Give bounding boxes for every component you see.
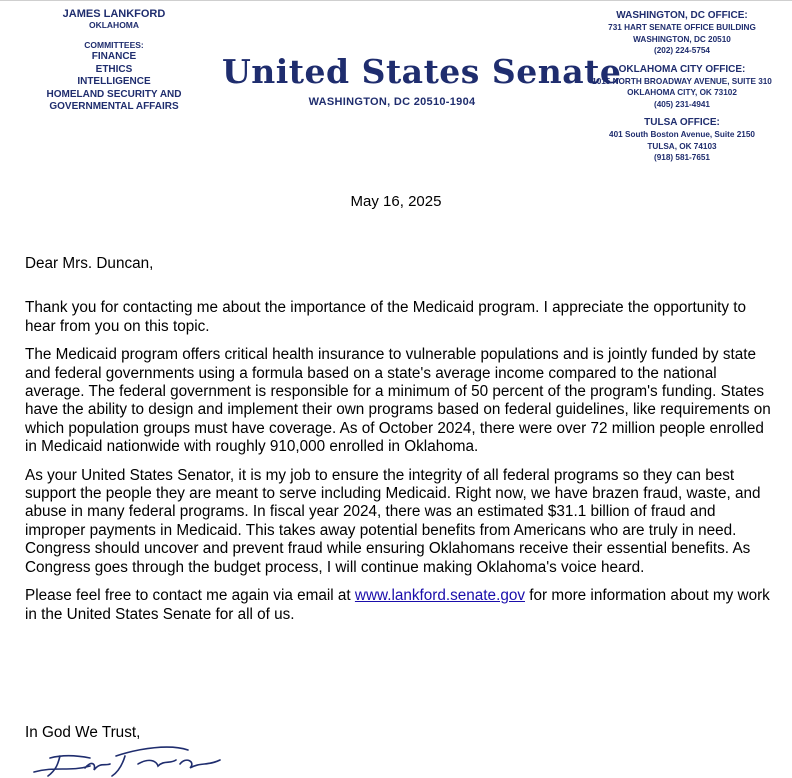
paragraph: The Medicaid program offers critical health insurance to vulnerable populations and is jointly funded by state and federal governments using a formula based on a state's average income compared to the national average. The federal government is responsible for a minimum of 50 percent of the program's funding. States have the ability to design and implement their own programs based on federal guidelines, like requirements on which population groups must have coverage. As of October 2024, there were over 72 million people enrolled in Medicaid nationwide with roughly 910,000 enrolled in Oklahoma.	[25, 346, 771, 456]
office-line: 731 HART SENATE OFFICE BUILDING	[608, 23, 756, 32]
letter-body	[25, 255, 775, 634]
senator-info-block	[22, 8, 206, 114]
office-heading: OKLAHOMA CITY OFFICE:	[618, 63, 746, 75]
office-line: (918) 581-7651	[654, 153, 710, 162]
salutation: Dear Mrs. Duncan,	[25, 255, 154, 272]
signature-image	[30, 742, 230, 778]
office-heading: WASHINGTON, DC OFFICE:	[616, 10, 748, 21]
letter-date: May 16, 2025	[350, 193, 442, 210]
committees-heading: COMMITTEES:	[84, 40, 144, 50]
office-heading: TULSA OFFICE:	[644, 117, 720, 128]
senator-state: OKLAHOMA	[88, 20, 140, 30]
committee-item: FINANCE	[91, 51, 137, 62]
office-oklahoma-city	[572, 64, 792, 111]
paragraph-text: for more information about my work in the United States Senate for all of us.	[25, 587, 770, 623]
letterhead-title: United States Senate	[222, 52, 622, 91]
top-rule	[0, 0, 792, 1]
paragraph-text: Please feel free to contact me again via email at	[25, 587, 355, 605]
offices-block	[572, 10, 792, 171]
senator-name: JAMES LANKFORD	[62, 8, 166, 20]
office-line: TULSA, OK 74103	[647, 141, 717, 151]
letterhead-address: WASHINGTON, DC 20510-1904	[308, 96, 476, 108]
committee-item: HOMELAND SECURITY AND	[46, 88, 182, 100]
closing: In God We Trust,	[25, 724, 141, 741]
office-washington	[572, 10, 792, 57]
committee-item: ETHICS	[95, 63, 133, 75]
office-tulsa	[572, 117, 792, 164]
office-line: OKLAHOMA CITY, OK 73102	[627, 88, 737, 97]
office-line: (405) 231-4941	[654, 99, 710, 109]
office-line: 401 South Boston Avenue, Suite 2150	[609, 130, 755, 139]
office-line: WASHINGTON, DC 20510	[633, 34, 731, 44]
senate-website-link[interactable]: www.lankford.senate.gov	[354, 587, 525, 605]
paragraph: As your United States Senator, it is my job to ensure the integrity of all federal programs so they can best support the people they are meant to serve including Medicaid. Right now, we have brazen fraud, waste, and abuse in many federal programs. In fiscal year 2024, there was an estimated $31.1 billion of fraud and improper payments in Medicaid. This takes away potential benefits from Americans who are truly in need. Congress should uncover and prevent fraud while ensuring Oklahomans receive their essential benefits. As Congress goes through the budget process, I will continue making Oklahoma's voice heard.	[25, 466, 761, 576]
committee-item: GOVERNMENTAL AFFAIRS	[49, 101, 179, 113]
office-line: (202) 224-5754	[654, 46, 710, 55]
paragraph: Thank you for contacting me about the importance of the Medicaid program. I appreciate the opportunity to hear from you on this topic.	[25, 299, 747, 335]
letterhead-center	[222, 52, 622, 108]
office-line: 1015 NORTH BROADWAY AVENUE, SUITE 310	[592, 76, 772, 86]
paragraph-contact	[25, 587, 775, 624]
committee-item: INTELLIGENCE	[77, 76, 151, 88]
